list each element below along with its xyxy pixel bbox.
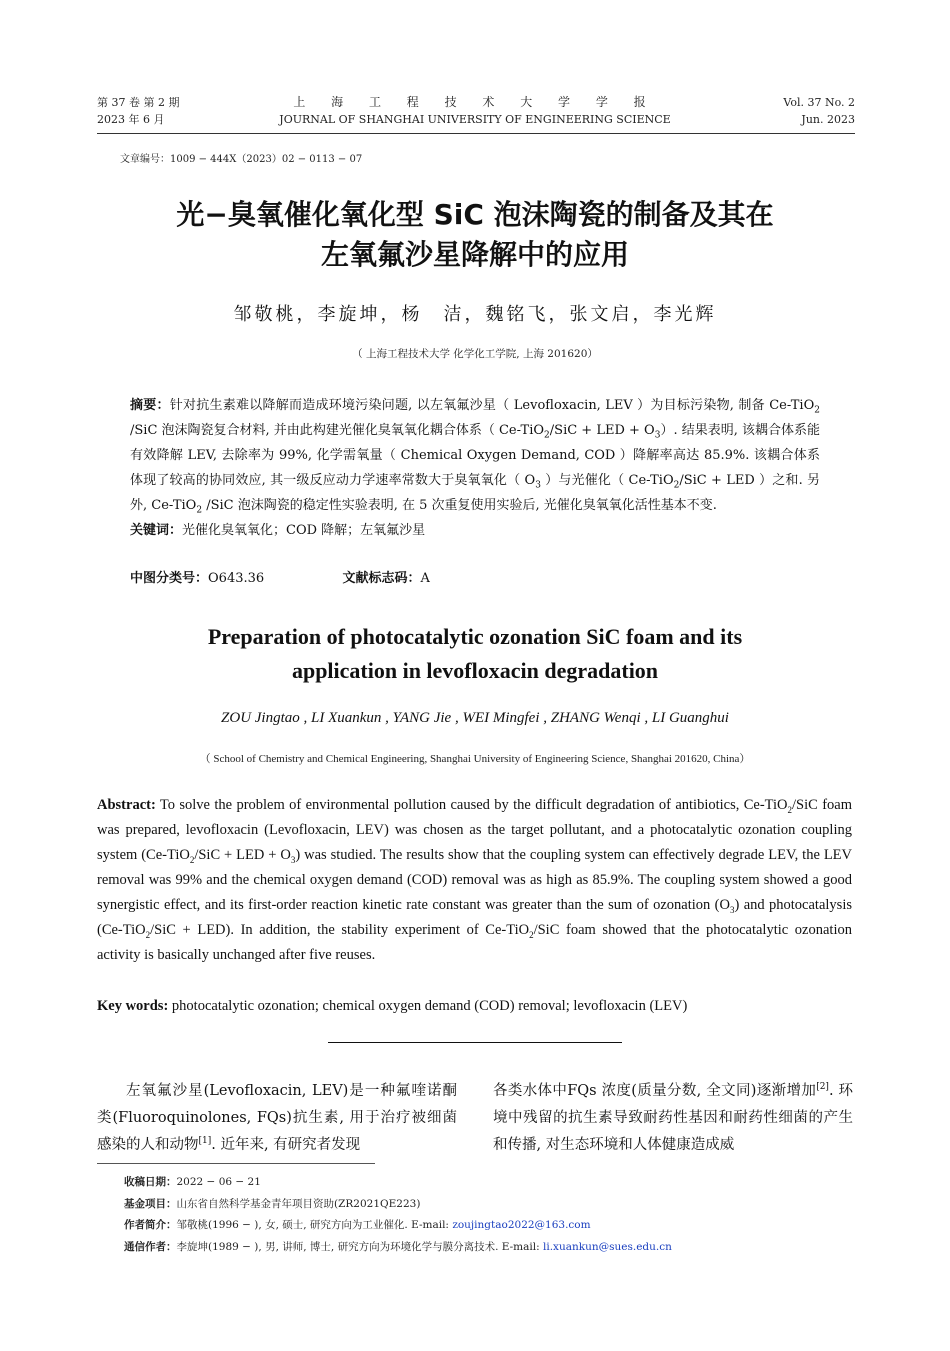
sub-2: 2	[196, 505, 203, 516]
header-volume-en-block	[700, 94, 855, 128]
header-volume-cn: 第 37 卷 第 2 期	[97, 96, 180, 109]
body-left-tail: . 近年来, 有研究者发现	[211, 1137, 361, 1153]
affiliation-cn: （ 上海工程技术大学 化学化工学院, 上海 201620）	[352, 348, 598, 360]
abstract-cn-p5: ）与光催化（ Ce-TiO	[540, 473, 674, 488]
body-right-text: 各类水体中FQs 浓度(质量分数, 全文同)逐渐增加	[493, 1083, 817, 1099]
title-cn-line1: 光−臭氧催化氧化型 SiC 泡沫陶瓷的制备及其在	[176, 198, 774, 231]
abstract-cn-p7: /SiC 泡沫陶瓷的稳定性实验表明, 在 5 次重复使用实验后, 光催化臭氧氧化活性基本不变.	[202, 498, 717, 513]
sub-3: 3	[729, 904, 735, 915]
citation-1[interactable]: [1]	[198, 1136, 212, 1147]
footnote-author	[124, 1217, 591, 1233]
body-left-text: 左氧氟沙星(Levofloxacin, LEV)是一种氟喹诺酮类(Fluoroquinolones, FQs)抗生素, 用于治疗被细菌感染的人和动物	[97, 1083, 457, 1153]
keywords-en: photocatalytic ozonation; chemical oxygen demand (COD) removal; levofloxacin (LEV)	[168, 998, 688, 1014]
footnote-rule	[97, 1163, 375, 1164]
sub-2: 2	[189, 854, 195, 865]
abstract-en-p2: /SiC foam was prepared, levofloxacin (Levofloxacin, LEV) was chosen as the target pollutant, and a photocatalytic ozonation coupling system (Ce-TiO	[97, 797, 852, 863]
article-number: 文章编号：1009 − 444X（2023）02 − 0113 − 07	[120, 154, 363, 165]
clc-value: O643.36	[208, 571, 265, 586]
authors-en: ZOU Jingtao , LI Xuankun , YANG Jie , WEI Mingfei , ZHANG Wenqi , LI Guanghui	[221, 710, 729, 726]
section-separator	[328, 1042, 622, 1043]
fund-label: 基金项目：	[124, 1198, 177, 1210]
sub-2: 2	[529, 929, 534, 940]
title-cn	[60, 195, 890, 275]
keywords-en-label: Key words:	[97, 998, 169, 1014]
sub-3: 3	[654, 430, 661, 441]
abstract-en-label: Abstract:	[97, 797, 156, 813]
sub-2: 2	[673, 480, 680, 491]
title-en-line1: Preparation of photocatalytic ozonation SiC foam and its	[207, 624, 743, 649]
header-journal-block	[255, 94, 695, 128]
doc-code-label: 文献标志码：	[342, 571, 421, 586]
title-en	[60, 620, 890, 688]
keywords-en-row	[97, 995, 852, 1017]
abstract-en-p5: ) and photocatalysis (Ce-TiO	[97, 897, 852, 938]
abstract-cn-p2: /SiC 泡沫陶瓷复合材料, 并由此构建光催化臭氧氧化耦合体系（ Ce-TiO	[130, 423, 545, 438]
abstract-en-p3: /SiC + LED + O	[194, 847, 291, 863]
title-cn-line2: 左氧氟沙星降解中的应用	[320, 238, 629, 271]
authors-cn: 邹敬桃，李旋坤，杨 洁，魏铭飞，张文启，李光辉	[233, 304, 717, 325]
abstract-cn-p1: 针对抗生素难以降解而造成环境污染问题, 以左氧氟沙星（ Levofloxacin, LEV ）为目标污染物, 制备 Ce-TiO	[169, 398, 815, 413]
footnote-fund	[124, 1196, 420, 1212]
received-value: 2022 − 06 − 21	[176, 1176, 261, 1188]
keywords-cn: 光催化臭氧氧化；COD 降解；左氧氟沙星	[182, 523, 426, 538]
sub-2: 2	[544, 430, 550, 441]
classification-row	[130, 569, 820, 589]
doc-code-value: A	[420, 571, 430, 586]
abstract-cn-label: 摘要：	[130, 398, 170, 413]
sub-3: 3	[290, 854, 296, 865]
header-rule	[97, 133, 855, 134]
author-email-link[interactable]: zoujingtao2022@163.com	[452, 1219, 591, 1231]
author-label: 作者简介：	[124, 1219, 177, 1231]
body-right-column	[493, 1078, 853, 1159]
footnote-received	[124, 1174, 261, 1190]
corr-value: 李旋坤(1989 − ), 男, 讲师, 博士, 研究方向为环境化学与膜分离技术. E-mail:	[176, 1241, 543, 1253]
sub-2: 2	[814, 405, 820, 416]
corr-label: 通信作者：	[124, 1241, 177, 1253]
corr-email-link[interactable]: li.xuankun@sues.edu.cn	[542, 1241, 672, 1253]
title-en-line2: application in levofloxacin degradation	[291, 658, 659, 683]
header-volume-en: Vol. 37 No. 2	[783, 96, 855, 109]
sub-3: 3	[535, 480, 541, 491]
keywords-cn-label: 关键词：	[130, 523, 183, 538]
received-label: 收稿日期：	[124, 1176, 177, 1188]
abstract-en	[97, 793, 852, 968]
sub-2: 2	[145, 929, 151, 940]
citation-2[interactable]: [2]	[816, 1082, 829, 1093]
body-right-tail: . 环境中残留的抗生素导致耐药性基因和耐药性细菌的产生和传播, 对生态环境和人体健康造成威	[493, 1083, 854, 1153]
body-left-column	[97, 1078, 457, 1159]
header-volume-cn-block	[97, 94, 267, 128]
abstract-cn-p4: ）. 结果表明, 该耦合体系能有效降解 LEV, 去除率为 99%, 化学需氧量（ Chemical Oxygen Demand, COD ）降解率高达 85.9%. 该耦合体系体现了较高的协同效应, 其一级反应动力学速率常数大于臭氧氧化（ O	[130, 423, 820, 488]
footnote-corresponding	[124, 1239, 672, 1255]
abstract-cn	[130, 393, 820, 543]
header-journal-cn: 上 海 工 程 技 术 大 学 学 报	[293, 95, 657, 109]
header-date-cn: 2023 年 6 月	[97, 113, 165, 126]
header-journal-en: JOURNAL OF SHANGHAI UNIVERSITY OF ENGINEERING SCIENCE	[279, 113, 671, 126]
fund-value: 山东省自然科学基金青年项目资助(ZR2021QE223)	[176, 1198, 421, 1210]
abstract-en-p6: /SiC + LED). In addition, the stability experiment of Ce-TiO	[150, 922, 530, 938]
clc-label: 中图分类号：	[130, 571, 209, 586]
sub-2: 2	[787, 804, 793, 815]
abstract-en-p7: /SiC foam showed that the photocatalytic ozonation activity is basically unchanged after five reuses.	[97, 922, 852, 963]
abstract-cn-p3: /SiC + LED + O	[549, 423, 655, 438]
affiliation-en: （ School of Chemistry and Chemical Engineering, Shanghai University of Engineering Science, Shanghai 201620, China）	[199, 753, 751, 765]
header-date-en: Jun. 2023	[801, 113, 855, 126]
abstract-cn-p6: /SiC + LED ）之和. 另外, Ce-TiO	[130, 473, 820, 513]
abstract-en-p4: ) was studied. The results show that the coupling system can effectively degrade LEV, the LEV removal was 99% and the chemical oxygen demand (COD) removal was as high as 85.9%. The coupling system showed a good synergistic effect, and its first-order reaction kinetic rate constant was greater than the sum of ozonation (O	[97, 847, 852, 913]
abstract-en-p1: To solve the problem of environmental pollution caused by the difficult degradation of antibiotics, Ce-TiO	[155, 797, 788, 813]
author-value: 邹敬桃(1996 − ), 女, 硕士, 研究方向为工业催化. E-mail:	[176, 1219, 453, 1231]
